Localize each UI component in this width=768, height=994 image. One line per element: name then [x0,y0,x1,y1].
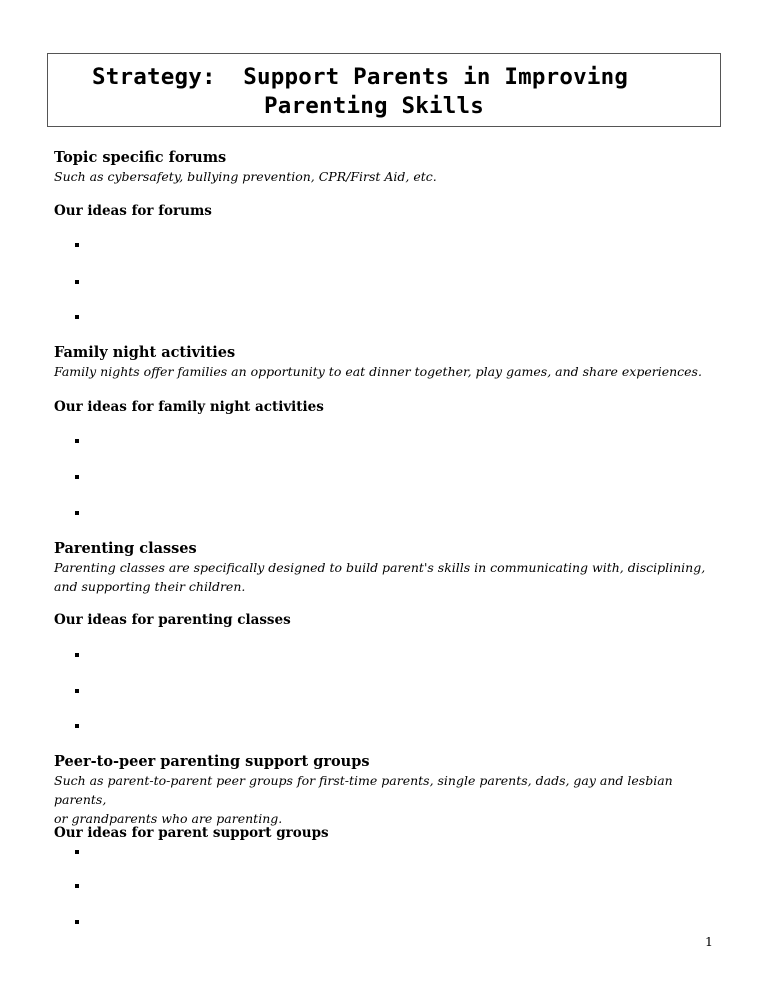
section-family-night [54,344,724,381]
section-peer-support [54,753,724,828]
section-description: or grandparents who are parenting. [54,811,283,826]
document-title-line-1: Strategy: Support Parents in Improving [92,64,629,90]
bullet-marker [75,920,79,924]
section-description: Parenting classes are specifically designed to build parent's skills in communicating with, disciplining, [54,560,706,575]
title-box [47,53,721,127]
bullet-marker [75,280,79,284]
bullet-marker [75,439,79,443]
section-heading: Parenting classes [54,540,197,557]
ideas-label: Our ideas for family night activities [54,399,324,415]
bullet-marker [75,511,79,515]
bullet-marker [75,653,79,657]
bullet-marker [75,475,79,479]
section-description: Such as cybersafety, bullying prevention, CPR/First Aid, etc. [54,169,437,184]
bullet-marker [75,243,79,247]
ideas-label: Our ideas for parent support groups [54,825,329,841]
bullet-marker [75,689,79,693]
document-title-line-2: Parenting Skills [264,93,484,119]
section-description: Family nights offer families an opportunity to eat dinner together, play games, and share experiences. [54,364,702,379]
bullet-marker [75,315,79,319]
ideas-label: Our ideas for parenting classes [54,612,291,628]
section-heading: Peer-to-peer parenting support groups [54,753,370,770]
bullet-marker [75,884,79,888]
section-parenting-classes [54,540,724,596]
bullet-marker [75,850,79,854]
page-number: 1 [705,934,713,949]
section-heading: Family night activities [54,344,236,361]
ideas-label: Our ideas for forums [54,203,212,219]
section-topic-forums [54,149,724,186]
bullet-marker [75,724,79,728]
section-heading: Topic specific forums [54,149,227,166]
section-description: and supporting their children. [54,579,246,594]
section-description: Such as parent-to-parent peer groups for first-time parents, single parents, dads, gay and lesbian parents, [54,773,673,807]
